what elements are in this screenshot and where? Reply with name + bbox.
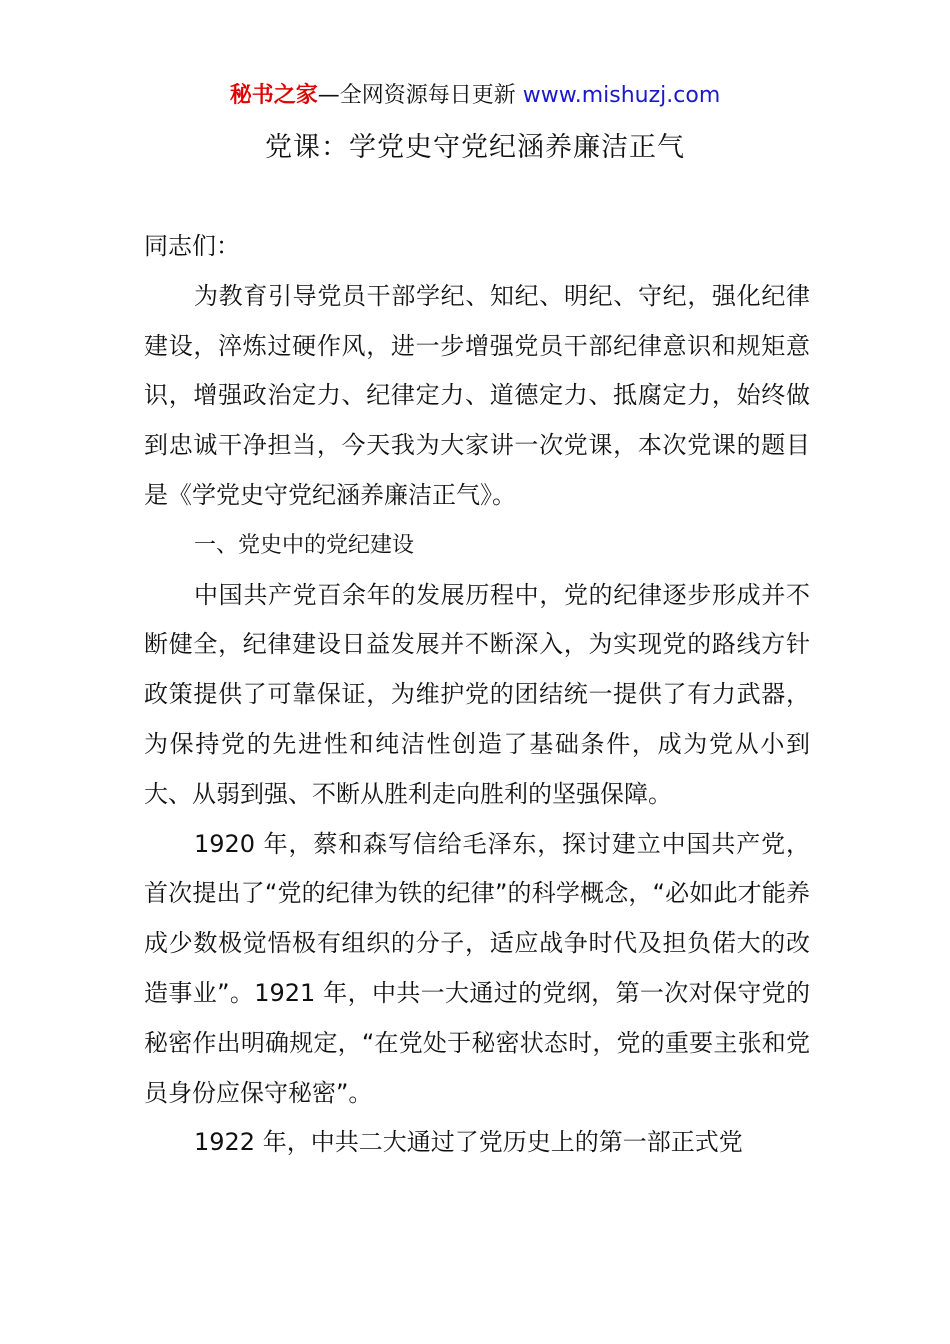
- site-header: [0, 80, 950, 112]
- paragraph-intro: 为教育引导党员干部学纪、知纪、明纪、守纪，强化纪律建设，淬炼过硬作风，进一步增强党员干部纪律意识和规矩意识，增强政治定力、纪律定力、道德定力、抵腐定力，始终做到忠诚干净担当，今天我为大家讲一次党课，本次党课的题目是《学党史守党纪涵养廉洁正气》。: [144, 281, 810, 509]
- brand-name: 秘书之家: [229, 83, 318, 108]
- document-body: [144, 222, 810, 1168]
- paragraph: 1920 年，蔡和森写信给毛泽东，探讨建立中国共产党，首次提出了“党的纪律为铁的纪律”的科学概念，“必如此才能养成少数极觉悟极有组织的分子，适应战争时代及担负偌大的改造事业”。1921 年，中共一大通过的党纲，第一次对保守党的秘密作出明确规定，“在党处于秘密状态时，党的重要主张和党员身份应保守秘密”。: [144, 829, 810, 1107]
- paragraph: 1922 年，中共二大通过了党历史上的第一部正式党: [194, 1128, 743, 1157]
- document-title: 党课：学党史守党纪涵养廉洁正气: [265, 132, 685, 163]
- header-tagline: —全网资源每日更新: [317, 83, 516, 108]
- site-url-link[interactable]: www.mishuzj.com: [522, 83, 721, 108]
- salutation: 同志们：: [144, 232, 240, 260]
- section-heading: 一、党史中的党纪建设: [194, 532, 415, 558]
- paragraph: 中国共产党百余年的发展历程中，党的纪律逐步形成并不断健全，纪律建设日益发展并不断深入，为实现党的路线方针政策提供了可靠保证，为维护党的团结统一提供了有力武器，为保持党的先进性和纯洁性创造了基础条件，成为党从小到大、从弱到强、不断从胜利走向胜利的坚强保障。: [144, 580, 810, 808]
